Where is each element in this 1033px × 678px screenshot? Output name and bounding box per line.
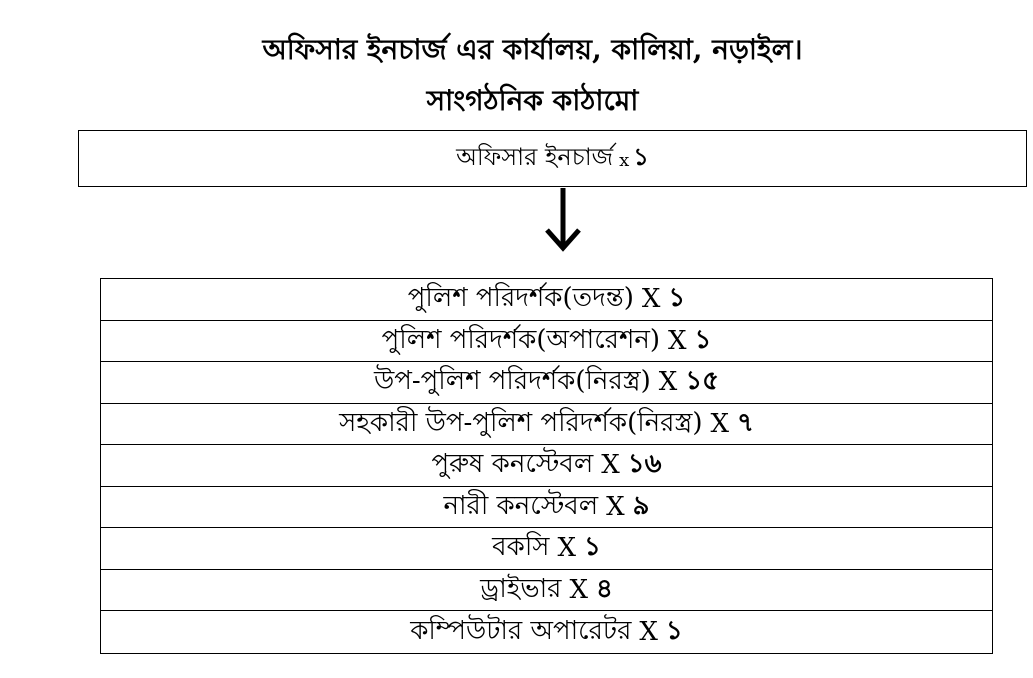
table-row (101, 611, 992, 653)
head-position-multiplier: x (619, 150, 630, 171)
position-count: ১ (583, 532, 601, 563)
head-position-label: অফিসার ইনচার্জ (456, 142, 614, 171)
position-count: ১৬ (627, 449, 662, 480)
position-multiplier: X (557, 533, 576, 564)
position-label: উপ-পুলিশ পরিদর্শক(নিরস্ত্র) (373, 366, 651, 397)
page-subtitle: সাংগঠনিক কাঠামো (426, 84, 639, 117)
down-arrow-icon (540, 186, 586, 256)
table-row (101, 279, 992, 321)
position-count: ১ (694, 324, 712, 355)
position-label: বকসি (492, 532, 550, 563)
table-row (101, 487, 992, 529)
position-multiplier: X (639, 616, 658, 647)
position-multiplier: X (606, 491, 625, 522)
table-row (101, 321, 992, 363)
position-multiplier: X (658, 367, 678, 398)
position-label: কম্পিউটার অপারেটর (410, 615, 632, 646)
position-multiplier: X (667, 325, 687, 356)
position-count: ১ (668, 283, 686, 314)
position-label: পুলিশ পরিদর্শক(অপারেশন) (381, 324, 660, 355)
position-multiplier: X (601, 450, 620, 481)
position-label: সহকারী উপ-পুলিশ পরিদর্শক(নিরস্ত্র) (339, 407, 703, 438)
position-count: ১ (665, 615, 683, 646)
page-title: অফিসার ইনচার্জ এর কার্যালয়, কালিয়া, নড়াইল। (262, 33, 803, 66)
position-count: ৪ (596, 573, 613, 604)
table-row (101, 362, 992, 404)
table-row (101, 445, 992, 487)
position-label: পুরুষ কনস্টেবল (431, 449, 594, 480)
position-multiplier: X (710, 408, 730, 439)
head-position-count: ১ (633, 141, 649, 171)
table-row (101, 570, 992, 612)
position-label: নারী কনস্টেবল (443, 490, 599, 521)
position-label: পুলিশ পরিদর্শক(তদন্ত) (407, 283, 634, 314)
head-position-box (78, 130, 1027, 187)
staff-structure-table (100, 278, 993, 654)
position-count: ৯ (632, 490, 650, 521)
position-multiplier: X (569, 574, 588, 605)
table-row (101, 528, 992, 570)
position-multiplier: X (641, 284, 661, 315)
position-count: ৭ (737, 407, 754, 438)
position-count: ১৫ (685, 366, 720, 397)
position-label: ড্রাইভার (480, 573, 562, 604)
table-row (101, 404, 992, 446)
